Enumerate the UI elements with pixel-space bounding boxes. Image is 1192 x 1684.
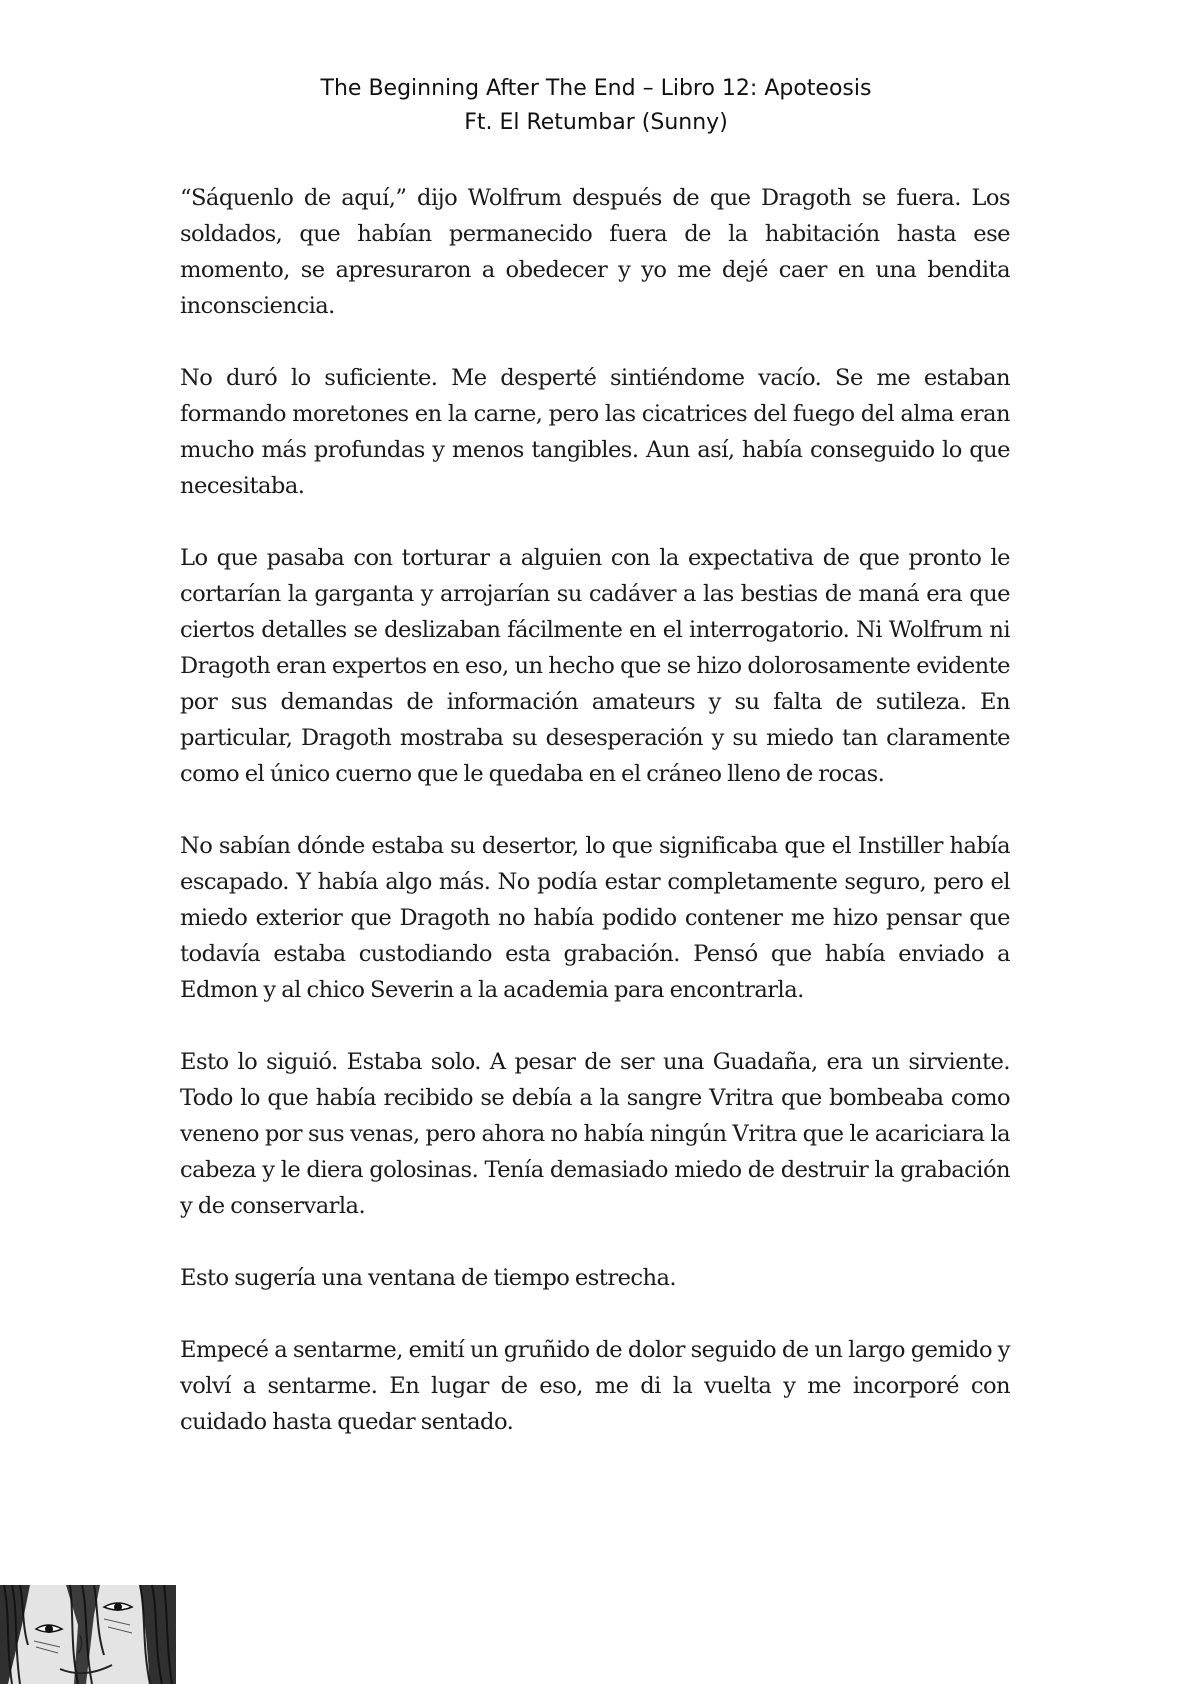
paragraph: No duró lo suficiente. Me desperté sintiéndome vacío. Se me estaban formando moretones en la carne, pero las cicatrices del fuego del alma eran mucho más profundas y menos tangibles. Aun así, había conseguido lo que necesitaba.: [180, 365, 1010, 499]
paragraph: Empecé a sentarme, emití un gruñido de dolor seguido de un largo gemido y volví a sentarme. En lugar de eso, me di la vuelta y me incorporé con cuidado hasta quedar sentado.: [180, 1337, 1010, 1435]
paragraph: Esto lo siguió. Estaba solo. A pesar de ser una Guadaña, era un sirviente. Todo lo que había recibido se debía a la sangre Vritra que bombeaba como veneno por sus venas, pero ahora no había ningún Vritra que le acariciara la cabeza y le diera golosinas. Tenía demasiado miedo de destruir la grabación y de conservarla.: [180, 1049, 1010, 1219]
paragraph: Esto sugería una ventana de tiempo estrecha.: [180, 1265, 677, 1291]
page-header: [0, 72, 1192, 140]
chapter-body: [180, 180, 1010, 1476]
paragraph: No sabían dónde estaba su desertor, lo que significaba que el Instiller había escapado. Y había algo más. No podía estar completamente seguro, pero el miedo exterior que Dragoth no había podido contener me hizo pensar que todavía estaba custodiando esta grabación. Pensó que había enviado a Edmon y al chico Severin a la academia para encontrarla.: [180, 833, 1010, 1003]
header-credit: Ft. El Retumbar (Sunny): [464, 110, 728, 135]
header-book-title: The Beginning After The End – Libro 12: Apoteosis: [320, 76, 872, 101]
paragraph: Lo que pasaba con torturar a alguien con la expectativa de que pronto le cortarían la garganta y arrojarían su cadáver a las bestias de maná era que ciertos detalles se deslizaban fácilmente en el interrogatorio. Ni Wolfrum ni Dragoth eran expertos en eso, un hecho que se hizo dolorosamente evidente por sus demandas de información amateurs y su falta de sutileza. En particular, Dragoth mostraba su desesperación y su miedo tan claramente como el único cuerno que le quedaba en el cráneo lleno de rocas.: [180, 545, 1010, 787]
paragraph: “Sáquenlo de aquí,” dijo Wolfrum después de que Dragoth se fuera. Los soldados, que habían permanecido fuera de la habitación hasta ese momento, se apresuraron a obedecer y yo me dejé caer en una bendita inconsciencia.: [180, 185, 1010, 319]
manga-character-portrait-icon: [0, 1585, 176, 1684]
